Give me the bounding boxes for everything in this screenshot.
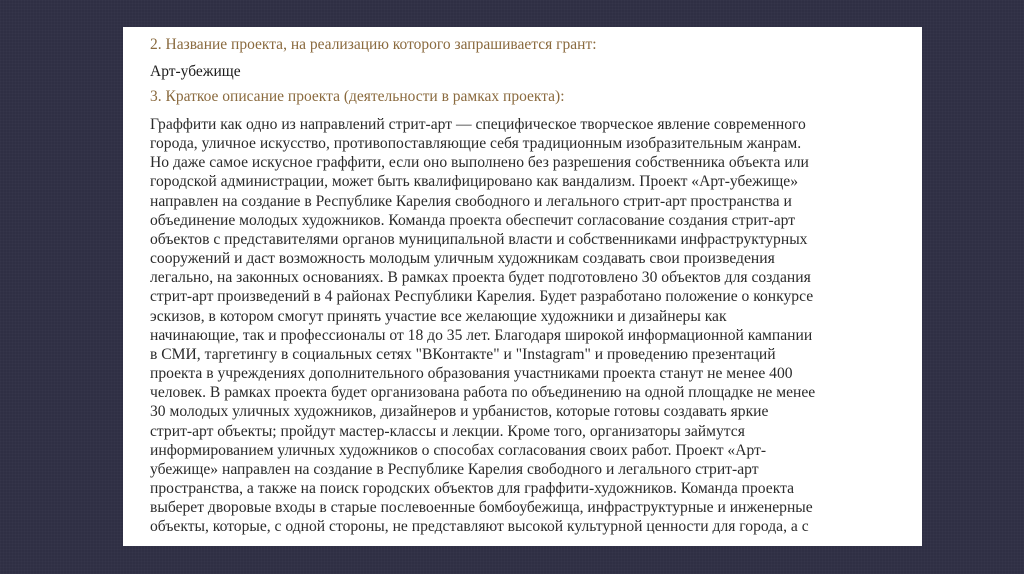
project-name: Арт-убежище bbox=[150, 63, 241, 80]
project-description: Граффити как одно из направлений стрит-арт — специфическое творческое явление современного города, уличное искусство, противопоставляющие себя традиционным изобразительным жанрам. Но даже самое искусное граффити, если оно выполнено без разрешения собственника объекта или городской администрации, может быть квалифицировано как вандализм. Проект «Арт-убежище» направлен на создание в Республике Карелия свободного и легального стрит-арт пространства и объединение молодых художников. Команда проекта обеспечит согласование создания стрит-арт объектов с представителями органов муниципальной власти и собственниками инфраструктурных сооружений и даст возможность молодым уличным художникам создавать свои произведения легально, на законных основаниях. В рамках проекта будет подготовлено 30 объектов для создания стрит-арт произведений в 4 районах Республики Карелия. Будет разработано положение о конкурсе эскизов, в котором смогут принять участие все желающие художники и дизайнеры как начинающие, так и профессионалы от 18 до 35 лет. Благодаря широкой информационной кампании в СМИ, таргетингу в социальных сетях "ВКонтакте" и "Instagram" и проведению презентаций проекта в учреждениях дополнительного образования участниками проекта станут не менее 400 человек. В рамках проекта будет организована работа по объединению на одной площадке не менее 30 молодых уличных художников, дизайнеров и урбанистов, которые готовы создавать яркие стрит-арт объекты; пройдут мастер-классы и лекции. Кроме того, организаторы займутся информированием уличных художников о способах согласования своих работ. Проект «Арт- убежище» направлен на создание в Республике Карелия свободного и легального стрит-арт пространства, а также на поиск городских объектов для граффити-художников. Команда проекта выберет дворовые входы в старые послевоенные бомбоубежища, инфраструктурные и инженерные объекты, которые, с одной стороны, не представляют высокой культурной ценности для города, а с bbox=[150, 116, 816, 536]
section-3-heading: 3. Краткое описание проекта (деятельности в рамках проекта): bbox=[150, 88, 565, 105]
document-page bbox=[123, 27, 922, 546]
section-2-heading: 2. Название проекта, на реализацию которого запрашивается грант: bbox=[150, 36, 597, 53]
